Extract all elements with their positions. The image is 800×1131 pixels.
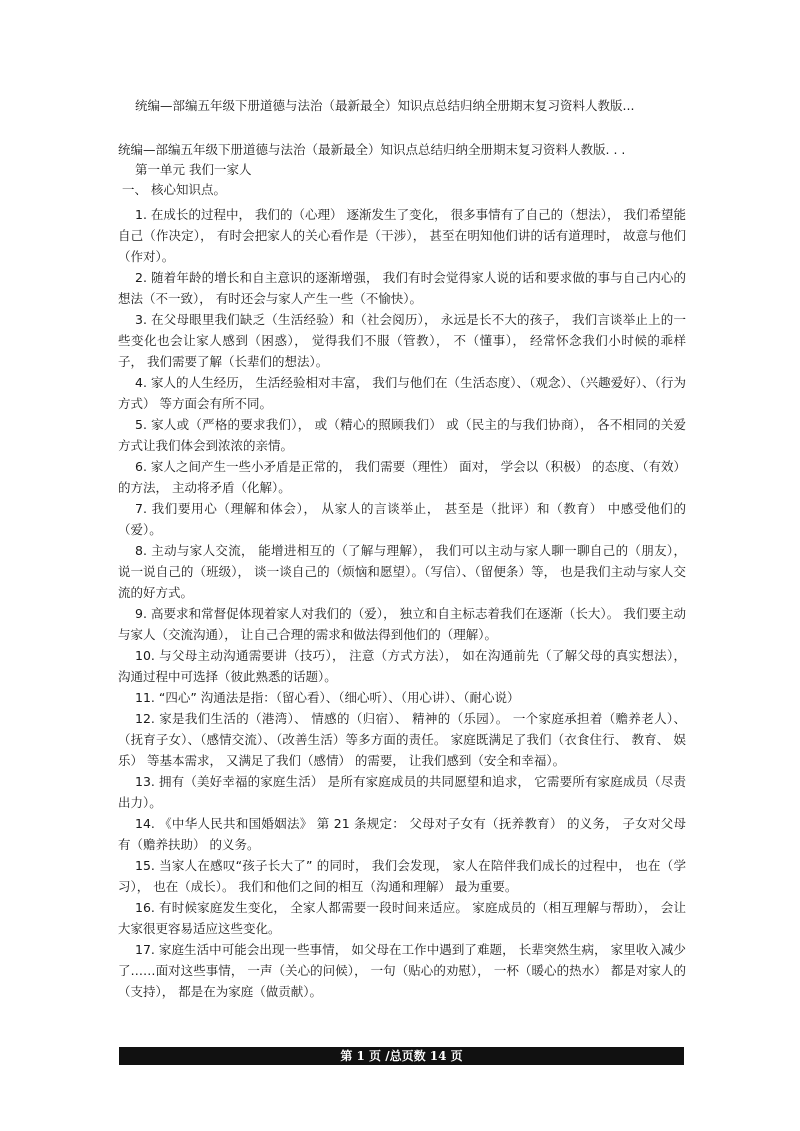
knowledge-point: 11. “四心” 沟通法是指：（留心看）、（细心听）、（用心讲）、（耐心说） xyxy=(135,690,520,705)
knowledge-point: 15. 当家人在感叹“孩子长大了” 的同时， 我们会发现， 家人在陪伴我们成长的过程中， 也在（学习）， 也在（成长）。 我们和他们之间的相互（沟通和理解） 最为重要。 xyxy=(118,858,686,894)
knowledge-point: 14. 《中华人民共和国婚姻法》 第 21 条规定： 父母对子女有（抚养教育） 的义务， 子女对父母有（赡养扶助） 的义务。 xyxy=(118,816,686,852)
knowledge-point: 8. 主动与家人交流， 能增进相互的（了解与理解）， 我们可以主动与家人聊一聊自己的（朋友）， 说一说自己的（班级）， 谈一谈自己的（烦恼和愿望）。（写信）、（留便条）等， 也是我们主动与家人交流的好方式。 xyxy=(118,543,686,600)
section-title: 一、 核心知识点。 xyxy=(122,182,226,197)
page-header-title: 统编—部编五年级下册道德与法治（最新最全）知识点总结归纳全册期末复习资料人教版... xyxy=(135,98,635,113)
knowledge-point: 2. 随着年龄的增长和自主意识的逐渐增强， 我们有时会觉得家人说的话和要求做的事与自己内心的想法（不一致）， 有时还会与家人产生一些（不愉快）。 xyxy=(118,270,686,306)
knowledge-point: 12. 家是我们生活的（港湾）、 情感的（归宿）、 精神的（乐园）。 一个家庭承担着（赡养老人）、（抚育子女）、（感情交流）、（改善生活）等多方面的责任。 家庭既满足了我们（衣食住行、 教育、 娱乐） 等基本需求， 又满足了我们（感情） 的需要， 让我们感到（安全和幸福）。 xyxy=(118,711,686,768)
knowledge-points-list xyxy=(118,204,686,1002)
knowledge-point: 10. 与父母主动沟通需要讲（技巧）， 注意（方式方法）， 如在沟通前先（了解父母的真实想法）， 沟通过程中可选择（彼此熟悉的话题）。 xyxy=(118,648,686,684)
knowledge-point: 16. 有时候家庭发生变化， 全家人都需要一段时间来适应。 家庭成员的（相互理解与帮助）， 会让大家很更容易适应这些变化。 xyxy=(118,900,686,936)
knowledge-point: 17. 家庭生活中可能会出现一些事情， 如父母在工作中遇到了难题， 长辈突然生病， 家里收入减少了……面对这些事情， 一声（关心的问候）， 一句（贴心的劝慰）， 一杯（暖心的热水） 都是对家人的（支持）， 都是在为家庭（做贡献）。 xyxy=(118,942,686,999)
knowledge-point: 1. 在成长的过程中， 我们的（心理） 逐渐发生了变化， 很多事情有了自己的（想法）， 我们希望能自己（作决定）， 有时会把家人的关心看作是（干涉）， 甚至在明知他们讲的话有道理时， 故意与他们（作对）。 xyxy=(118,207,686,264)
knowledge-point: 7. 我们要用心（理解和体会）， 从家人的言谈举止， 甚至是（批评）和（教育） 中感受他们的（爱）。 xyxy=(118,501,686,537)
knowledge-point: 5. 家人或（严格的要求我们）， 或（精心的照顾我们） 或（民主的与我们协商）， 各不相同的关爱方式让我们体会到浓浓的亲情。 xyxy=(118,417,686,453)
knowledge-point: 6. 家人之间产生一些小矛盾是正常的， 我们需要（理性） 面对， 学会以（积极） 的态度、（有效） 的方法， 主动将矛盾（化解）。 xyxy=(118,459,686,495)
unit-title: 第一单元 我们一家人 xyxy=(135,162,252,177)
page-number: 第 1 页 /总页数 14 页 xyxy=(340,1049,463,1063)
knowledge-point: 3. 在父母眼里我们缺乏（生活经验）和（社会阅历）， 永远是长不大的孩子， 我们言谈举止上的一些变化也会让家人感到（困惑）， 觉得我们不服（管教）， 不（懂事）， 经常怀念我们小时候的乖样子， 我们需要了解（长辈们的想法）。 xyxy=(118,312,686,369)
knowledge-point: 4. 家人的人生经历， 生活经验相对丰富， 我们与他们在（生活态度）、（观念）、（兴趣爱好）、（行为方式） 等方面会有所不同。 xyxy=(118,375,686,411)
document-title: 统编—部编五年级下册道德与法治（最新最全）知识点总结归纳全册期末复习资料人教版. . . xyxy=(118,142,626,157)
knowledge-point: 9. 高要求和常督促体现着家人对我们的（爱）， 独立和自主标志着我们在逐渐（长大）。 我们要主动与家人（交流沟通）， 让自己合理的需求和做法得到他们的（理解）。 xyxy=(118,606,686,642)
knowledge-point: 13. 拥有（美好幸福的家庭生活） 是所有家庭成员的共同愿望和追求， 它需要所有家庭成员（尽责出力）。 xyxy=(118,774,686,810)
page-footer-bar xyxy=(119,1047,684,1065)
